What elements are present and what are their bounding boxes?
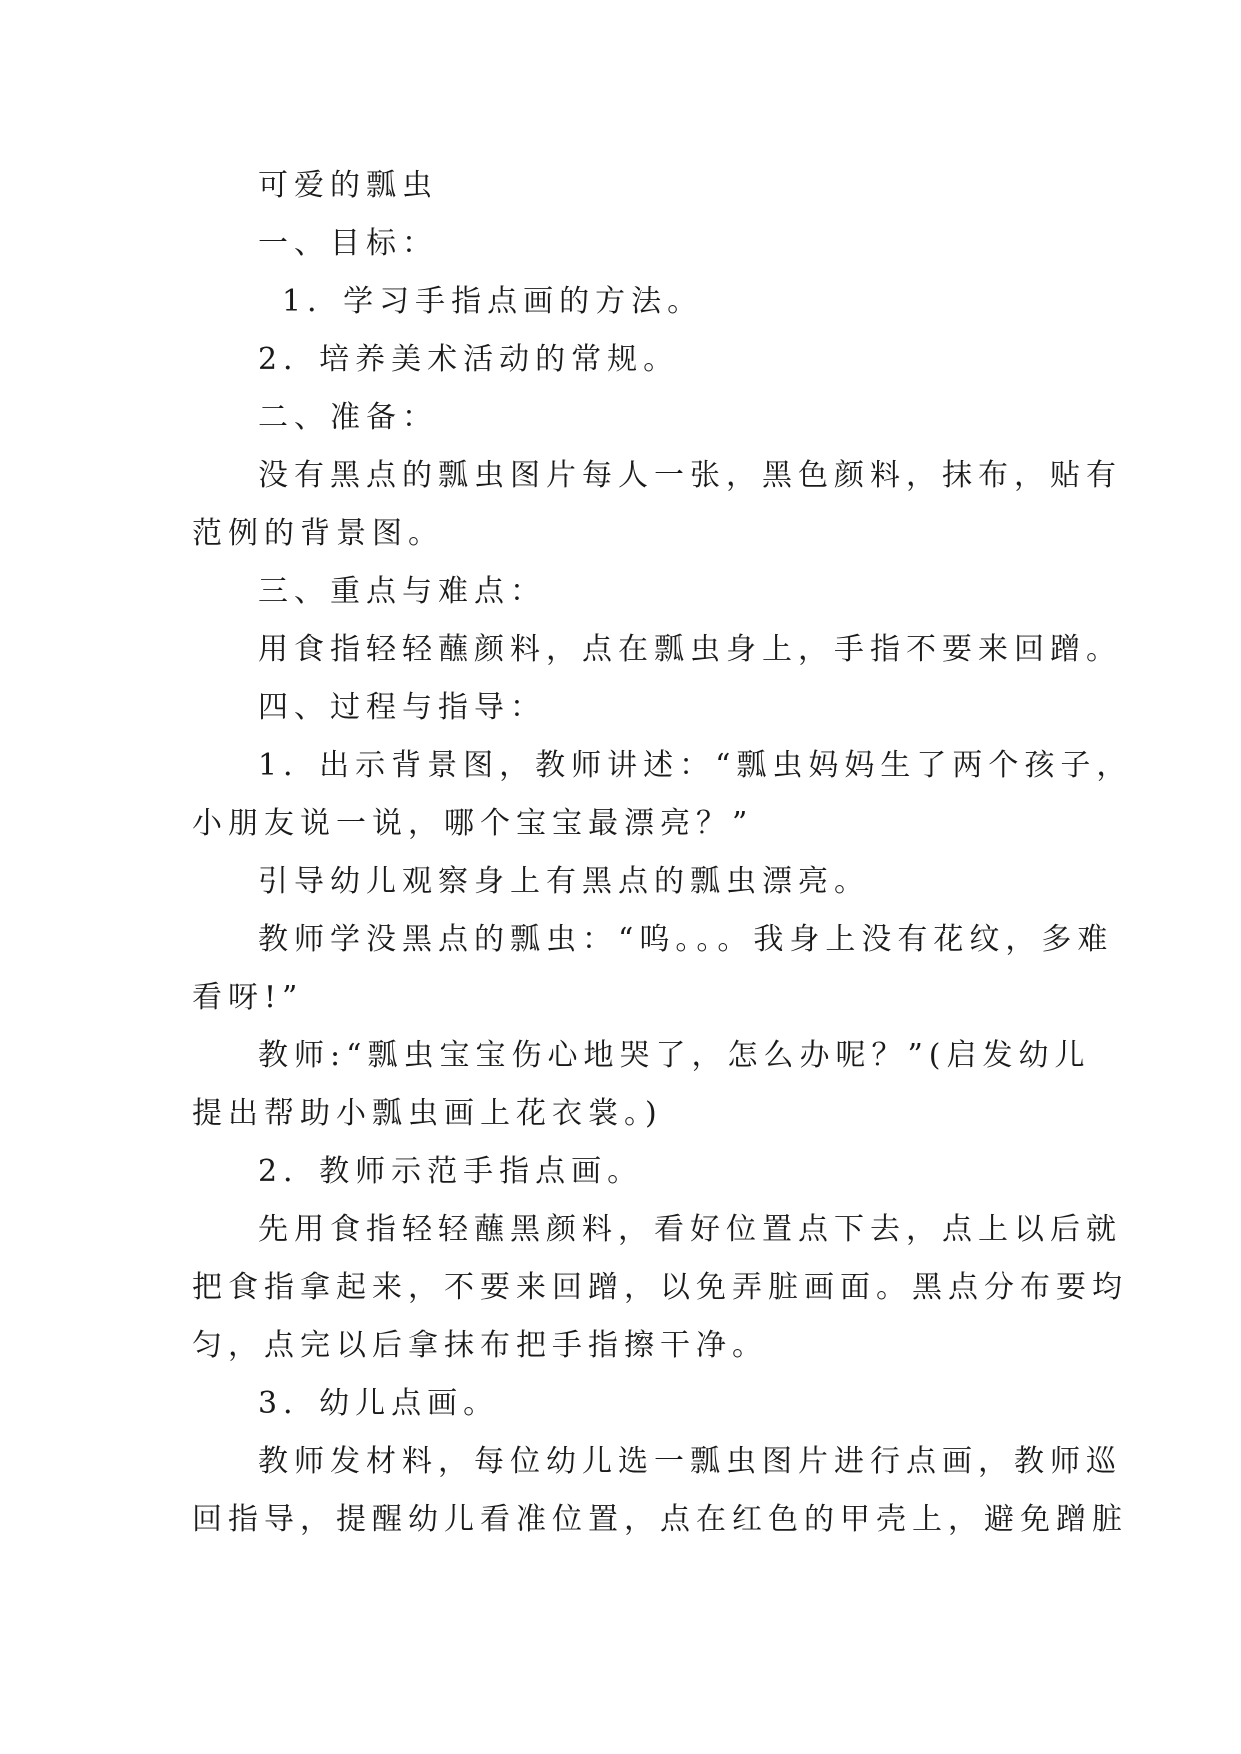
paragraph-line: 回指导，提醒幼儿看准位置，点在红色的甲壳上，避免蹭脏 <box>192 1502 1128 1537</box>
paragraph-line: 看呀!” <box>192 980 304 1015</box>
paragraph-line: 先用食指轻轻蘸黑颜料，看好位置点下去，点上以后就 <box>258 1212 1122 1247</box>
paragraph-line: 提出帮助小瓢虫画上花衣裳。) <box>192 1096 663 1131</box>
paragraph-line: 用食指轻轻蘸颜料，点在瓢虫身上，手指不要来回蹭。 <box>258 632 1122 667</box>
doc-title: 可爱的瓢虫 <box>258 168 438 203</box>
document-body <box>192 157 1133 1549</box>
paragraph-line: 没有黑点的瓢虫图片每人一张，黑色颜料，抹布，贴有 <box>258 458 1122 493</box>
section-heading-key-points: 三、重点与难点： <box>258 574 546 609</box>
paragraph-line: 把食指拿起来，不要来回蹭，以免弄脏画面。黑点分布要均 <box>192 1270 1128 1305</box>
paragraph-line: 1．出示背景图，教师讲述：“瓢虫妈妈生了两个孩子， <box>258 748 1133 783</box>
paragraph-line: 2．教师示范手指点画。 <box>258 1154 644 1189</box>
paragraph-line: 教师学没黑点的瓢虫：“呜。。。我身上没有花纹，多难 <box>258 922 1114 957</box>
paragraph-line: 小朋友说一说，哪个宝宝最漂亮？” <box>192 806 754 841</box>
paragraph-line: 匀，点完以后拿抹布把手指擦干净。 <box>192 1328 768 1363</box>
paragraph-line: 范例的背景图。 <box>192 516 444 551</box>
paragraph-line: 引导幼儿观察身上有黑点的瓢虫漂亮。 <box>258 864 870 899</box>
section-heading-goals: 一、目标： <box>258 226 438 261</box>
section-heading-process: 四、过程与指导： <box>258 690 546 725</box>
section-heading-preparation: 二、准备： <box>258 400 438 435</box>
paragraph-line: 教师发材料，每位幼儿选一瓢虫图片进行点画，教师巡 <box>258 1444 1122 1479</box>
paragraph-line: 1．学习手指点画的方法。 <box>282 284 704 319</box>
paragraph-line: 2．培养美术活动的常规。 <box>258 342 680 377</box>
paragraph-line: 教师:“瓢虫宝宝伤心地哭了，怎么办呢？”(启发幼儿 <box>258 1038 1091 1073</box>
paragraph-line: 3．幼儿点画。 <box>258 1386 500 1421</box>
